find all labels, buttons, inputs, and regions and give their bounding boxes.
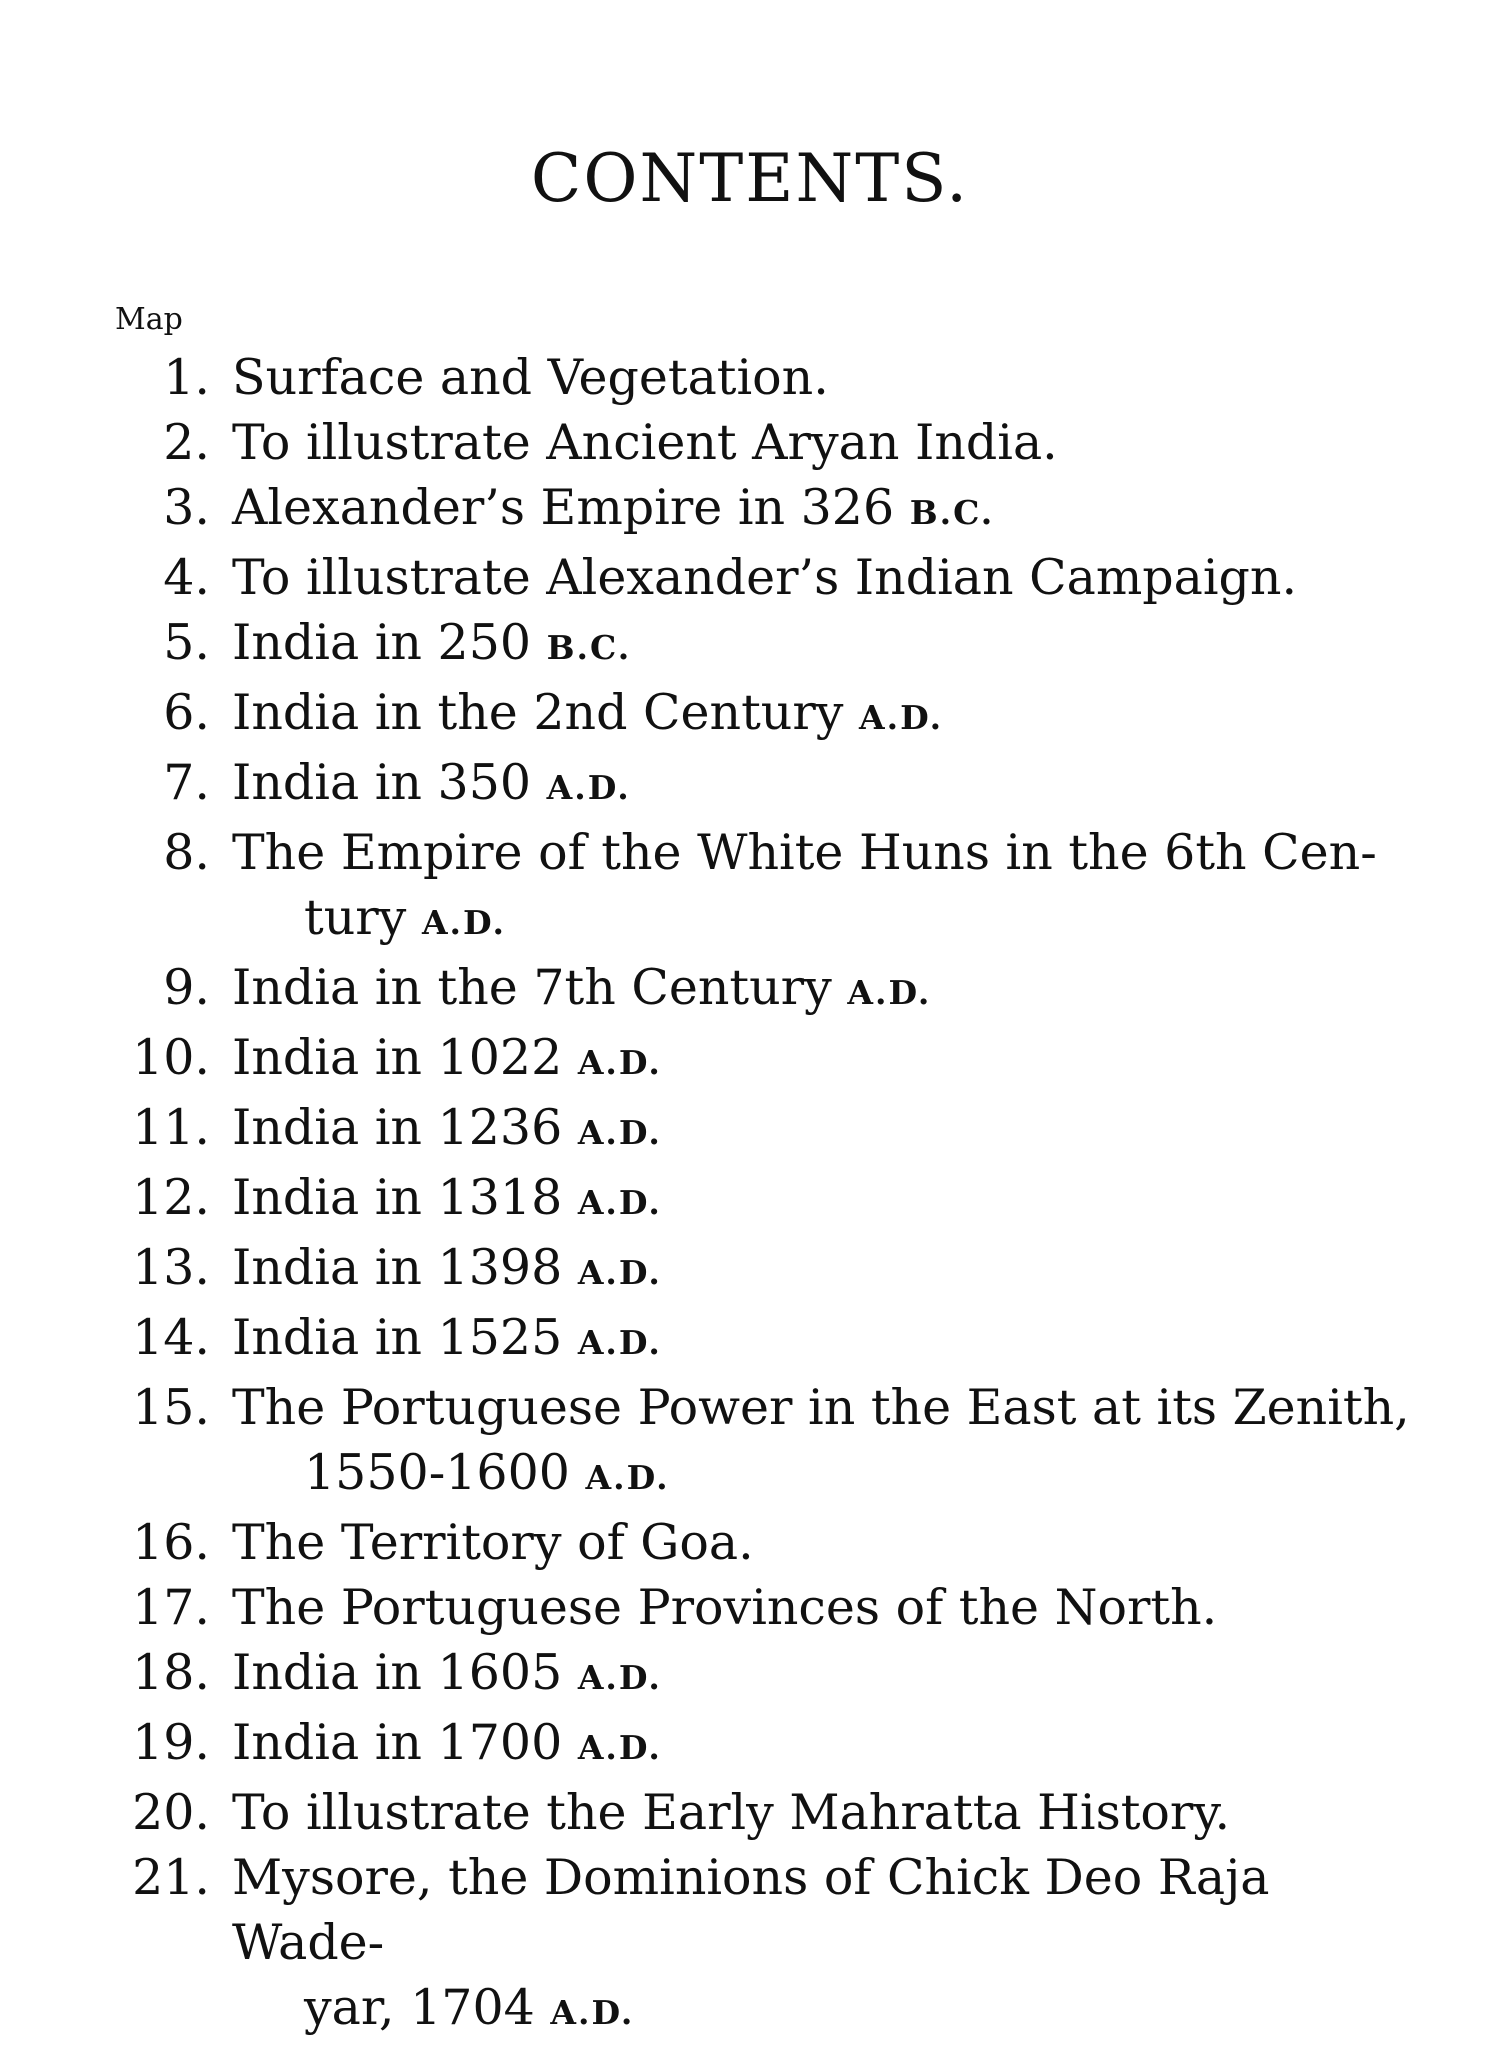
entry-title-continuation <box>232 1440 1410 1510</box>
entry-title-text: The Portuguese Power in the East at its Zenith, <box>232 1379 1410 1436</box>
map-column-label: Map <box>115 302 183 337</box>
entry-era: A.D. <box>585 1458 670 1497</box>
entry-title-text: India in 1525 <box>232 1309 563 1366</box>
entry-title <box>232 1710 1410 1780</box>
entry-number: 17. <box>132 1579 210 1636</box>
contents-entry <box>100 1640 1410 1710</box>
contents-entry <box>100 1575 1410 1640</box>
entry-number: 1. <box>163 349 210 406</box>
entry-title <box>232 1375 1410 1510</box>
entry-number: 10. <box>132 1029 210 1086</box>
entry-number: 3. <box>163 479 210 536</box>
contents-entry <box>100 1510 1410 1575</box>
entry-title <box>232 1235 1410 1305</box>
entry-title <box>232 1305 1410 1375</box>
entry-title-text: To illustrate Alexander’s Indian Campaign. <box>232 549 1298 606</box>
entry-number: 19. <box>132 1714 210 1771</box>
contents-list <box>100 345 1410 2045</box>
contents-entry <box>100 955 1410 1025</box>
entry-number: 9. <box>163 959 210 1016</box>
entry-title <box>232 345 1410 410</box>
contents-entry <box>100 1235 1410 1305</box>
entry-era: A.D. <box>577 1183 662 1222</box>
contents-entry <box>100 680 1410 750</box>
entry-title-text: The Portuguese Provinces of the North. <box>232 1579 1218 1636</box>
entry-title <box>232 1575 1410 1640</box>
page-title: CONTENTS. <box>530 140 970 217</box>
entry-title <box>232 1165 1410 1235</box>
entry-number: 12. <box>132 1169 210 1226</box>
entry-title <box>232 820 1410 955</box>
contents-entry <box>100 345 1410 410</box>
entry-title <box>232 1095 1410 1165</box>
entry-number: 5. <box>163 614 210 671</box>
entry-title-text: To illustrate the Early Mahratta History. <box>232 1784 1231 1841</box>
entry-title-text: India in 250 <box>232 614 532 671</box>
entry-era: A.D. <box>859 698 944 737</box>
entry-continuation-text: 1550-1600 <box>304 1444 570 1501</box>
contents-entry <box>100 1025 1410 1095</box>
entry-era: A.D. <box>577 1323 662 1362</box>
contents-entry <box>100 1780 1410 1845</box>
entry-title <box>232 1780 1410 1845</box>
entry-title-text: The Territory of Goa. <box>232 1514 754 1571</box>
entry-era: A.D. <box>577 1253 662 1292</box>
entry-title <box>232 1640 1410 1710</box>
entry-era: A.D. <box>847 973 932 1012</box>
contents-entry <box>100 1095 1410 1165</box>
entry-title <box>232 610 1410 680</box>
contents-entry <box>100 1305 1410 1375</box>
entry-title <box>232 750 1410 820</box>
entry-number: 20. <box>132 1784 210 1841</box>
entry-title <box>232 680 1410 750</box>
contents-entry <box>100 475 1410 545</box>
entry-continuation-text: tury <box>304 889 407 946</box>
entry-era: A.D. <box>421 903 506 942</box>
entry-title-text: India in 1236 <box>232 1099 563 1156</box>
entry-continuation-text: yar, 1704 <box>304 1979 535 2036</box>
entry-title-text: India in 350 <box>232 754 532 811</box>
entry-number: 18. <box>132 1644 210 1701</box>
contents-entry <box>100 1845 1410 2045</box>
entry-number: 6. <box>163 684 210 741</box>
entry-era: A.D. <box>577 1043 662 1082</box>
entry-era: A.D. <box>577 1113 662 1152</box>
entry-era: A.D. <box>550 1993 635 2032</box>
entry-title-text: India in the 2nd Century <box>232 684 844 741</box>
contents-entry <box>100 1375 1410 1510</box>
entry-number: 15. <box>132 1379 210 1436</box>
contents-entry <box>100 1165 1410 1235</box>
contents-entry <box>100 820 1410 955</box>
entry-era: A.D. <box>577 1728 662 1767</box>
entry-number: 8. <box>163 824 210 881</box>
entry-number: 7. <box>163 754 210 811</box>
entry-title-text: Alexander’s Empire in 326 <box>232 479 895 536</box>
contents-entry <box>100 410 1410 475</box>
entry-title-continuation <box>232 885 1410 955</box>
entry-title <box>232 410 1410 475</box>
entry-era: A.D. <box>546 768 631 807</box>
entry-title-text: The Empire of the White Huns in the 6th Cen- <box>232 824 1377 881</box>
entry-number: 16. <box>132 1514 210 1571</box>
entry-title-text: Mysore, the Dominions of Chick Deo Raja Wade- <box>232 1849 1270 1971</box>
entry-title <box>232 475 1410 545</box>
entry-title <box>232 955 1410 1025</box>
entry-title <box>232 545 1410 610</box>
entry-era: B.C. <box>909 493 995 532</box>
entry-title <box>232 1510 1410 1575</box>
contents-entry <box>100 610 1410 680</box>
entry-number: 11. <box>132 1099 210 1156</box>
entry-title-text: India in 1318 <box>232 1169 563 1226</box>
entry-number: 2. <box>163 414 210 471</box>
entry-number: 4. <box>163 549 210 606</box>
contents-entry <box>100 545 1410 610</box>
entry-number: 14. <box>132 1309 210 1366</box>
entry-era: A.D. <box>577 1658 662 1697</box>
entry-era: B.C. <box>546 628 632 667</box>
entry-number: 13. <box>132 1239 210 1296</box>
entry-title-text: India in the 7th Century <box>232 959 832 1016</box>
entry-title-text: India in 1022 <box>232 1029 563 1086</box>
entry-number: 21. <box>132 1849 210 1906</box>
entry-title <box>232 1025 1410 1095</box>
entry-title-continuation <box>232 1975 1410 2045</box>
entry-title-text: Surface and Vegetation. <box>232 349 829 406</box>
contents-entry <box>100 1710 1410 1780</box>
entry-title-text: India in 1398 <box>232 1239 563 1296</box>
contents-entry <box>100 750 1410 820</box>
entry-title-text: India in 1700 <box>232 1714 563 1771</box>
entry-title-text: India in 1605 <box>232 1644 563 1701</box>
entry-title <box>232 1845 1410 2045</box>
entry-title-text: To illustrate Ancient Aryan India. <box>232 414 1058 471</box>
